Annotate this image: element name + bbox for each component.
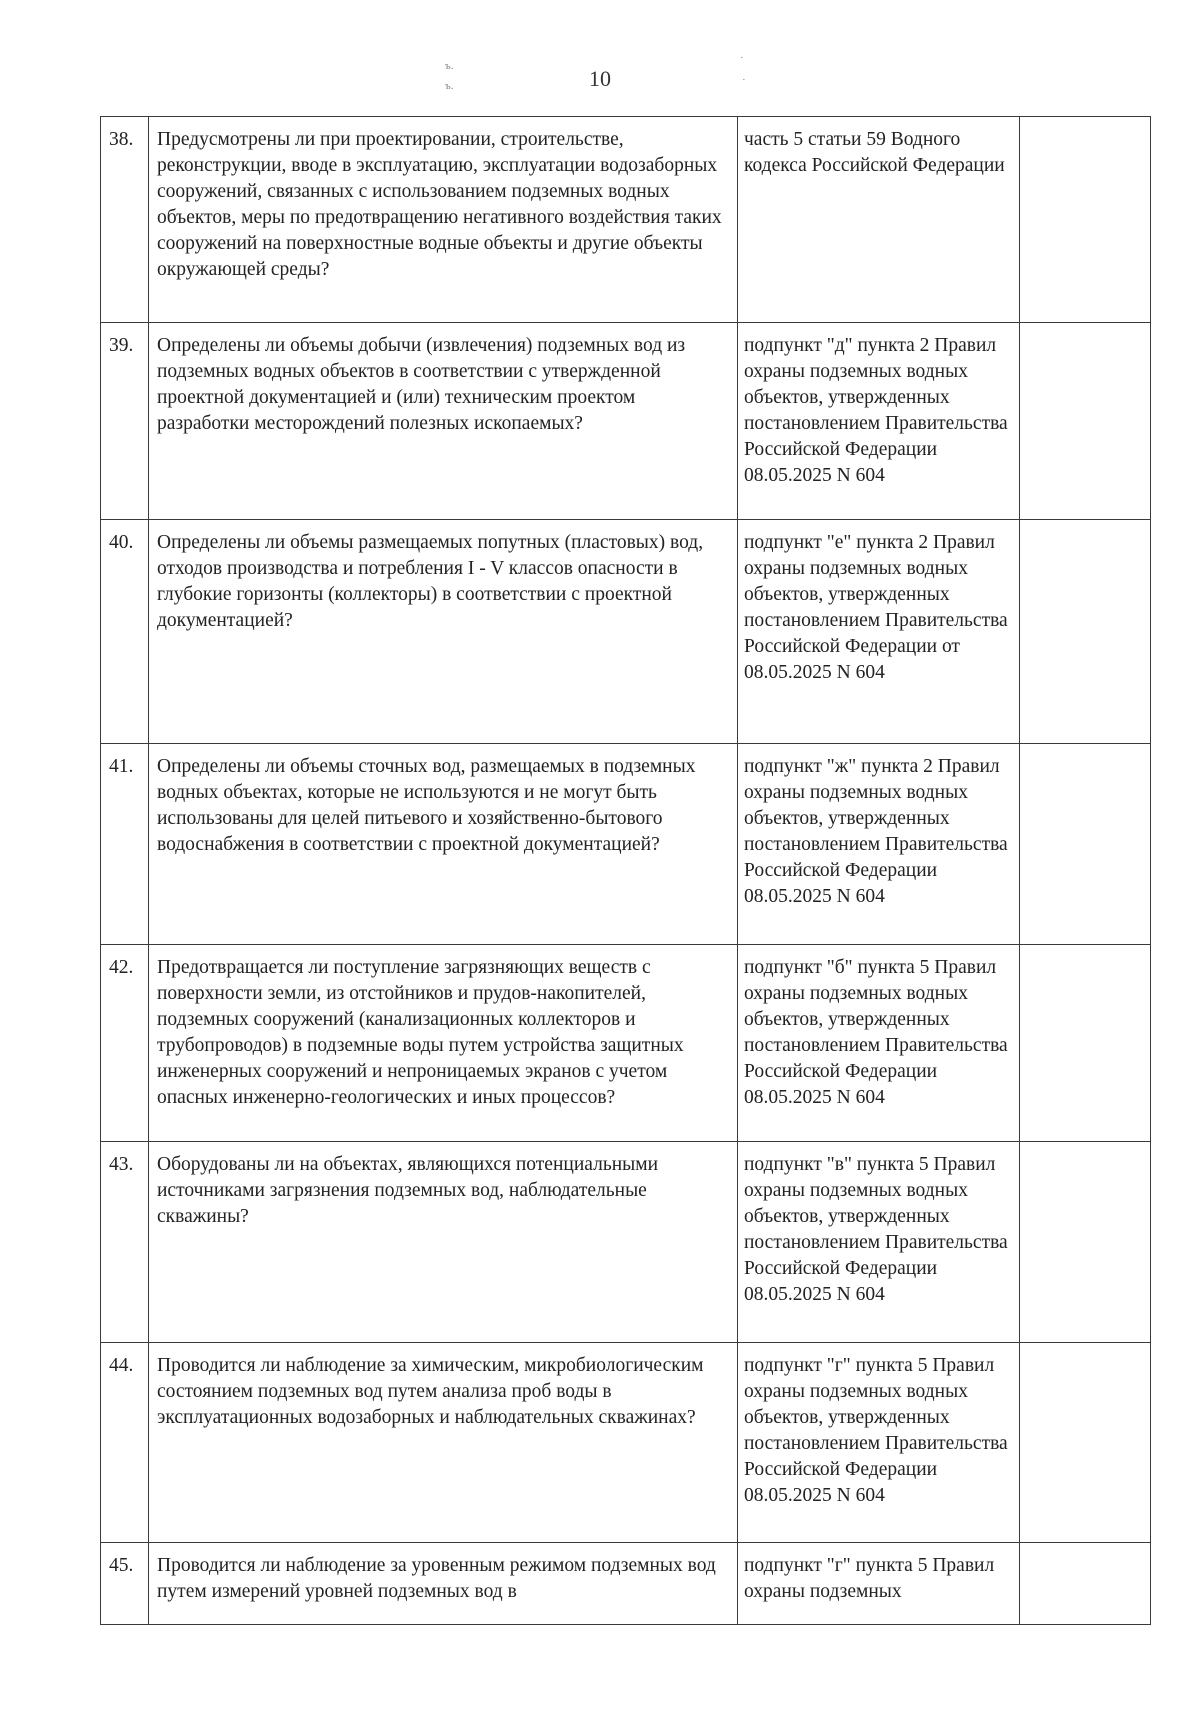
- legal-reference: подпункт "г" пункта 5 Правил охраны подземных водных объектов, утвержденных постановлением Правительства Российской Федерации 08.05.2025 N 604: [738, 1343, 1020, 1543]
- table-row: [101, 323, 1151, 520]
- notes-cell: [1020, 945, 1151, 1142]
- notes-cell: [1020, 323, 1151, 520]
- row-number: 45.: [101, 1543, 149, 1625]
- table-row: [101, 1343, 1151, 1543]
- row-number: 39.: [101, 323, 149, 520]
- notes-cell: [1020, 520, 1151, 744]
- notes-cell: [1020, 1142, 1151, 1343]
- question-text: Оборудованы ли на объектах, являющихся потенциальными источниками загрязнения подземных вод, наблюдательные скважины?: [149, 1142, 738, 1343]
- scan-speck: ·: [740, 52, 744, 64]
- scan-speck: ·: [742, 74, 746, 86]
- legal-reference: подпункт "в" пункта 5 Правил охраны подземных водных объектов, утвержденных постановлением Правительства Российской Федерации 08.05.2025 N 604: [738, 1142, 1020, 1343]
- legal-reference: подпункт "б" пункта 5 Правил охраны подземных водных объектов, утвержденных постановлением Правительства Российской Федерации 08.05.2025 N 604: [738, 945, 1020, 1142]
- legal-reference: подпункт "ж" пункта 2 Правил охраны подземных водных объектов, утвержденных постановлением Правительства Российской Федерации 08.05.2025 N 604: [738, 744, 1020, 945]
- question-text: Предусмотрены ли при проектировании, строительстве, реконструкции, вводе в эксплуатацию, эксплуатации водозаборных сооружений, связанных с использованием подземных водных объектов, меры по предотвращению негативного воздействия таких сооружений на поверхностные водные объекты и другие объекты окружающей среды?: [149, 117, 738, 323]
- question-text: Проводится ли наблюдение за химическим, микробиологическим состоянием подземных вод путем анализа проб воды в эксплуатационных водозаборных и наблюдательных скважинах?: [149, 1343, 738, 1543]
- table-row: [101, 1142, 1151, 1343]
- question-text: Определены ли объемы размещаемых попутных (пластовых) вод, отходов производства и потребления I - V классов опасности в глубокие горизонты (коллекторы) в соответствии с проектной документацией?: [149, 520, 738, 744]
- row-number: 41.: [101, 744, 149, 945]
- table-row: [101, 1543, 1151, 1625]
- table-row: [101, 520, 1151, 744]
- requirements-table: [100, 116, 1151, 1625]
- legal-reference: подпункт "д" пункта 2 Правил охраны подземных водных объектов, утвержденных постановлением Правительства Российской Федерации 08.05.2025 N 604: [738, 323, 1020, 520]
- table-row: [101, 945, 1151, 1142]
- table-row: [101, 117, 1151, 323]
- scan-speck: ъ.: [445, 60, 454, 72]
- row-number: 44.: [101, 1343, 149, 1543]
- table-row: [101, 744, 1151, 945]
- notes-cell: [1020, 1343, 1151, 1543]
- row-number: 38.: [101, 117, 149, 323]
- legal-reference: подпункт "г" пункта 5 Правил охраны подземных: [738, 1543, 1020, 1625]
- legal-reference: подпункт "е" пункта 2 Правил охраны подземных водных объектов, утвержденных постановлением Правительства Российской Федерации от 08.05.2025 N 604: [738, 520, 1020, 744]
- scan-speck: ъ.: [445, 80, 454, 92]
- row-number: 40.: [101, 520, 149, 744]
- question-text: Проводится ли наблюдение за уровенным режимом подземных вод путем измерений уровней подземных вод в: [149, 1543, 738, 1625]
- page-number: 10: [589, 66, 611, 91]
- question-text: Предотвращается ли поступление загрязняющих веществ с поверхности земли, из отстойников и прудов-накопителей, подземных сооружений (канализационных коллекторов и трубопроводов) в подземные воды путем устройства защитных инженерных сооружений и непроницаемых экранов с учетом опасных инженерно-геологических и иных процессов?: [149, 945, 738, 1142]
- question-text: Определены ли объемы сточных вод, размещаемых в подземных водных объектах, которые не используются и не могут быть использованы для целей питьевого и хозяйственно-бытового водоснабжения в соответствии с проектной документацией?: [149, 744, 738, 945]
- legal-reference: часть 5 статьи 59 Водного кодекса Российской Федерации: [738, 117, 1020, 323]
- row-number: 43.: [101, 1142, 149, 1343]
- notes-cell: [1020, 1543, 1151, 1625]
- question-text: Определены ли объемы добычи (извлечения) подземных вод из подземных водных объектов в соответствии с утвержденной проектной документацией и (или) техническим проектом разработки месторождений полезных ископаемых?: [149, 323, 738, 520]
- notes-cell: [1020, 117, 1151, 323]
- row-number: 42.: [101, 945, 149, 1142]
- notes-cell: [1020, 744, 1151, 945]
